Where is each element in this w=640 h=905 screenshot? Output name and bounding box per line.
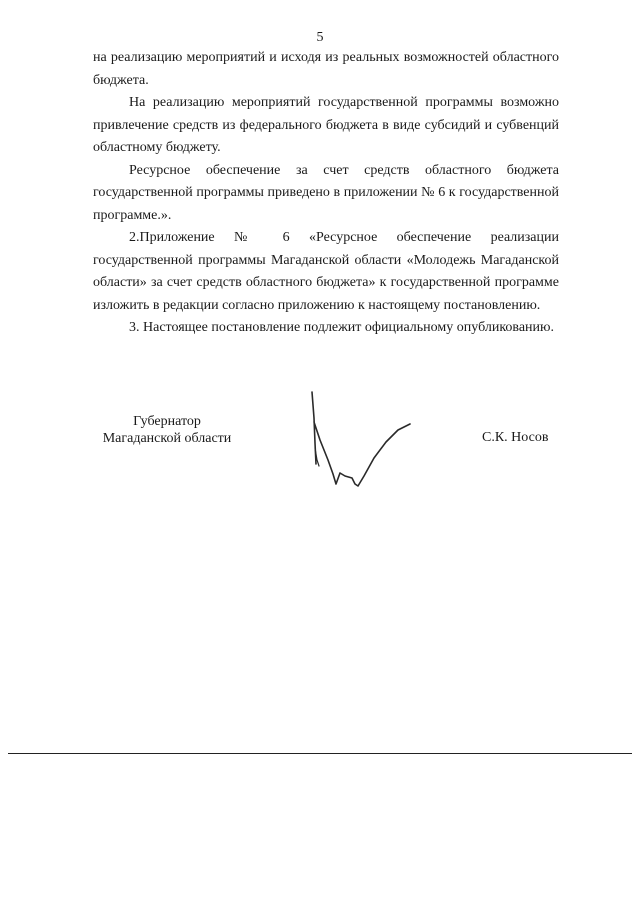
handwritten-signature-icon — [300, 388, 420, 498]
document-body — [93, 47, 559, 340]
signatory-name: С.К. Носов — [482, 430, 549, 445]
page-number: 5 — [316, 30, 324, 45]
paragraph-2: На реализацию мероприятий государственной программы возможно привлечение средств из федерального бюджета в виде субсидий и субвенций областному бюджету. — [93, 95, 559, 155]
signatory-title-line-1: Губернатор — [133, 414, 201, 429]
bottom-divider — [8, 753, 632, 754]
paragraph-1: на реализацию мероприятий и исходя из реальных возможностей областного бюджета. — [93, 50, 559, 88]
paragraph-4: 2.Приложение № 6 «Ресурсное обеспечение реализации государственной программы Магаданской области «Молодежь Магаданской области» за счет средств областного бюджета» к государственной программе изложить в редакции согласно приложению к настоящему постановлению. — [93, 230, 559, 313]
paragraph-3: Ресурсное обеспечение за счет средств областного бюджета государственной программы приведено в приложении № 6 к государственной программе.». — [93, 162, 559, 223]
signatory-title-line-2: Магаданской области — [102, 431, 232, 446]
paragraph-5: 3. Настоящее постановление подлежит официальному опубликованию. — [129, 320, 554, 335]
signatory-title — [96, 413, 238, 447]
